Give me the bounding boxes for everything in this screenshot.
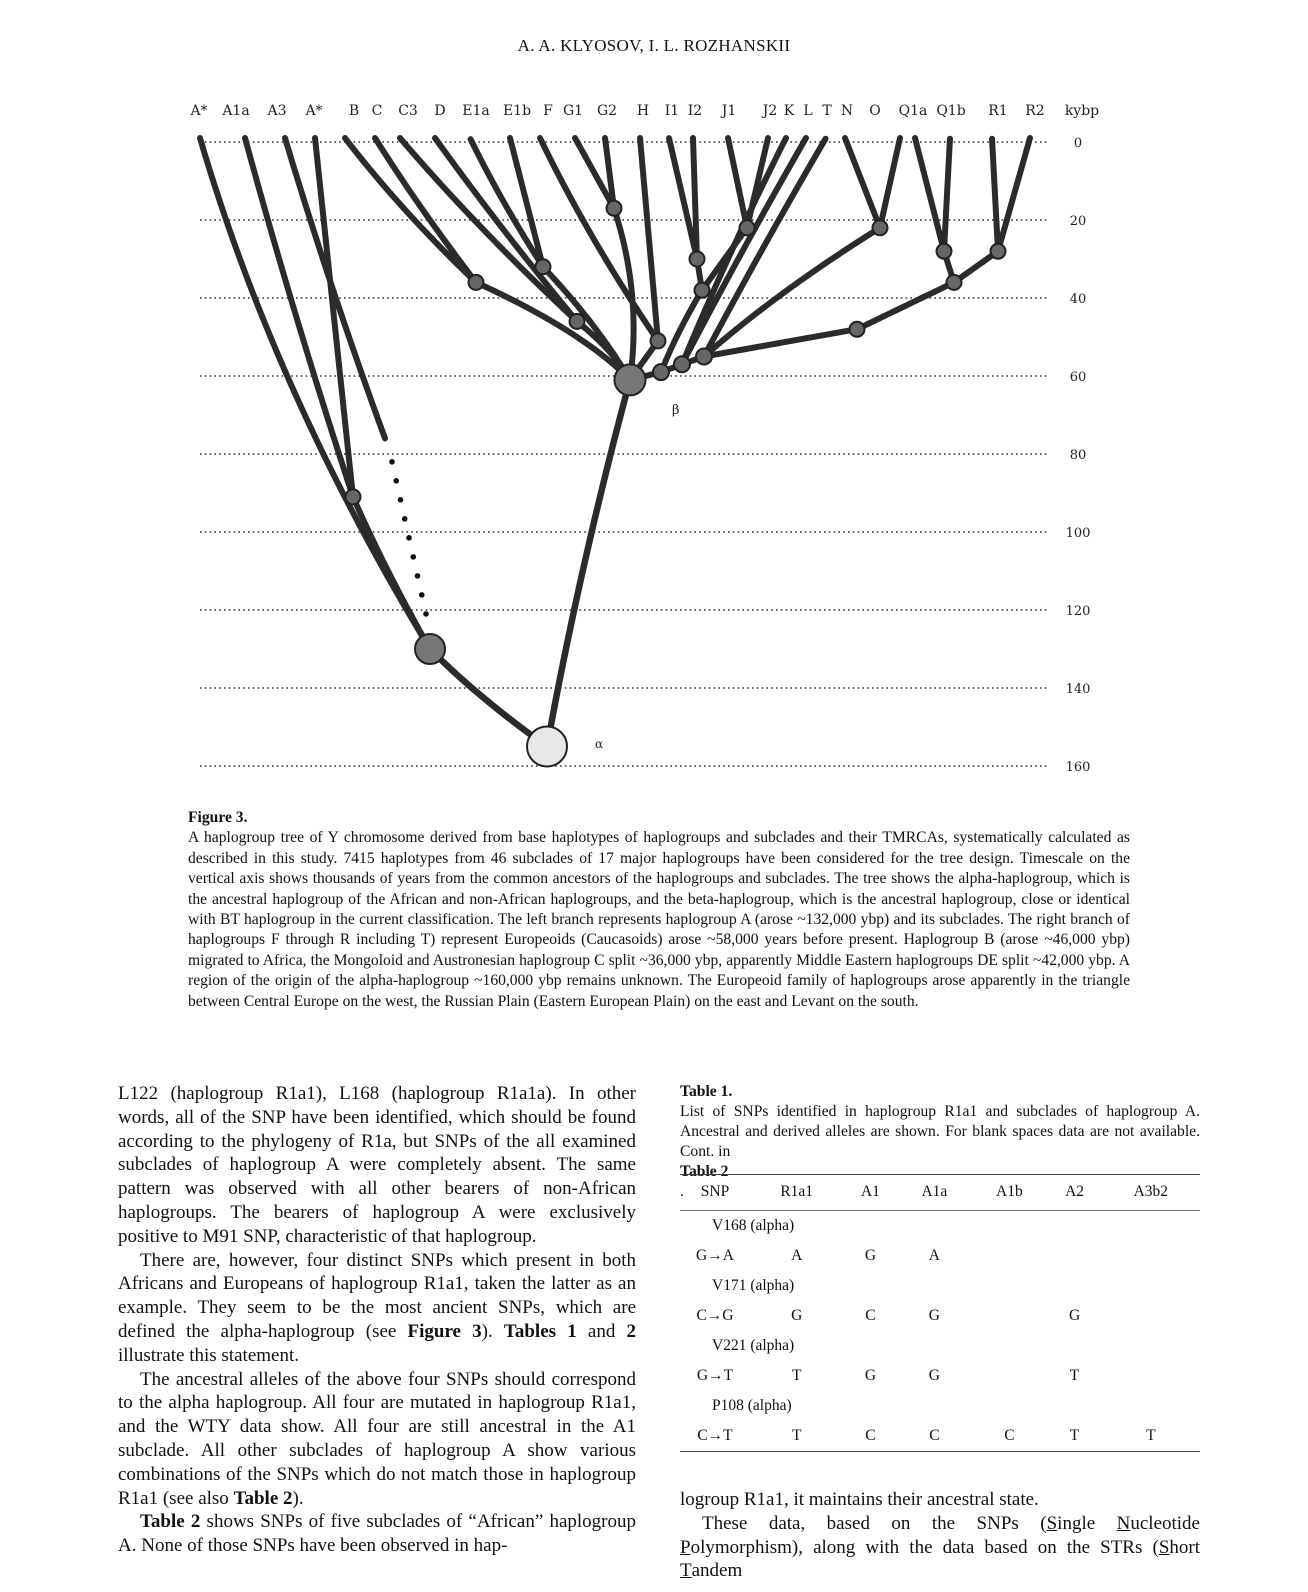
haplogroup-label: C3 xyxy=(398,103,418,119)
tree-branch xyxy=(992,138,998,251)
table-cell: C xyxy=(843,1421,897,1452)
axis-tick-label: 100 xyxy=(1065,526,1091,541)
haplogroup-label: R1 xyxy=(988,103,1008,119)
paragraph xyxy=(118,1510,636,1558)
tree-branch xyxy=(728,138,747,228)
haplogroup-label: E1b xyxy=(502,103,532,119)
dotted-connector-dot xyxy=(410,554,416,560)
paragraph: logroup R1a1, it maintains their ancestral state. xyxy=(680,1489,1039,1510)
column-header: A3b2 xyxy=(1102,1175,1200,1211)
table-cell: G xyxy=(928,1367,940,1384)
haplogroup-label: C xyxy=(371,103,383,119)
table-label: Table 1. xyxy=(680,1083,733,1100)
text-run: These data, based on the SNPs ( xyxy=(702,1512,1047,1534)
table-cell: C xyxy=(971,1421,1047,1452)
tree-node xyxy=(740,220,755,235)
dotted-connector-dot xyxy=(393,478,399,484)
table-ref: Table 2 xyxy=(140,1511,201,1533)
haplogroup-label: A1a xyxy=(222,103,250,119)
text-run: List of SNPs identified in haplogroup R1a1 and subclades of haplogroup A. Ancestral and derived alleles are shown. For blank spaces data are not available. Cont. in xyxy=(680,1103,1200,1160)
table-cell: G xyxy=(928,1307,940,1324)
haplogroup-tree-figure xyxy=(180,92,1140,792)
table-cell: C→G xyxy=(696,1307,734,1324)
haplogroup-label: A* xyxy=(190,103,208,119)
tree-branch xyxy=(845,138,880,228)
tree-branch xyxy=(547,380,630,747)
paragraph xyxy=(118,1249,636,1368)
tree-node xyxy=(850,322,865,337)
haplogroup-label: A3 xyxy=(267,103,287,119)
haplogroup-label: Q1b xyxy=(936,103,966,119)
tree-branch xyxy=(915,138,944,251)
table-row xyxy=(680,1301,1200,1331)
tree-node xyxy=(607,201,622,216)
haplogroup-label: B xyxy=(348,103,360,119)
haplogroup-a-node xyxy=(415,634,445,664)
dotted-connector-dot xyxy=(423,611,429,617)
table-cell: G→T xyxy=(696,1367,734,1384)
snp-group-row xyxy=(680,1271,1200,1301)
table-cell xyxy=(971,1241,1047,1271)
text-run: P xyxy=(680,1536,691,1558)
snp-name: V171 (alpha) xyxy=(712,1277,795,1294)
column-header: SNP xyxy=(680,1175,750,1211)
paragraph xyxy=(118,1368,636,1511)
column-header: A1a xyxy=(898,1175,972,1211)
tree-branch xyxy=(430,649,547,747)
table-cell: A xyxy=(791,1247,803,1264)
text-run: T xyxy=(680,1560,692,1582)
figure-ref: Figure 3 xyxy=(407,1320,482,1342)
haplogroup-label: G2 xyxy=(596,103,618,119)
tree-node xyxy=(991,244,1006,259)
table-cell: A xyxy=(928,1247,940,1264)
tree-branch xyxy=(704,138,826,357)
axis-tick-label: 0 xyxy=(1073,136,1083,151)
table-cell: G xyxy=(791,1307,803,1324)
dotted-connector-dot xyxy=(419,592,425,598)
figure-caption xyxy=(188,808,1130,1012)
table-cell xyxy=(1102,1241,1200,1271)
table-row xyxy=(680,1361,1200,1391)
paragraph xyxy=(680,1512,1200,1583)
tree-node xyxy=(570,314,585,329)
tree-node xyxy=(690,252,705,267)
table-ref: Table 2 xyxy=(233,1487,293,1509)
haplogroup-label: H xyxy=(636,103,650,119)
tree-node xyxy=(653,364,669,380)
tree-node xyxy=(695,283,710,298)
snp-name: V221 (alpha) xyxy=(712,1337,795,1354)
table-cell: C xyxy=(865,1307,876,1324)
table-cell xyxy=(971,1361,1047,1391)
snp-group-row xyxy=(680,1331,1200,1361)
column-header: A1b xyxy=(971,1175,1047,1211)
text-run: olymorphism), along with the data based on the STRs ( xyxy=(690,1536,1159,1558)
text-run: . xyxy=(680,1183,684,1200)
haplogroup-label: J1 xyxy=(721,103,737,119)
dotted-connector-dot xyxy=(415,573,421,579)
right-column xyxy=(680,1488,1200,1583)
haplogroup-label: Q1a xyxy=(898,103,928,119)
table-cell xyxy=(1102,1361,1200,1391)
tree-branch xyxy=(200,138,430,649)
tree-branch xyxy=(640,138,658,341)
table-cell: G xyxy=(864,1367,877,1384)
snp-group-row xyxy=(680,1211,1200,1242)
text-run: There are, however, four distinct SNPs which present in both Africans and Europeans of haplogroup R1a1, taken the latter as an example. They seem to be the most ancient SNPs, which are defined the alpha-haplogroup (see xyxy=(118,1249,636,1342)
beta-node-label: β xyxy=(672,403,680,418)
tree-branch xyxy=(285,138,385,438)
text-run: shows SNPs of five subclades of “African” haplogroup A. None of those SNPs have been observed in hap- xyxy=(118,1511,636,1557)
tree-node xyxy=(873,220,888,235)
text-run: The ancestral alleles of the above four SNPs should correspond to the alpha haplogroup. All four are mutated in haplogroup R1a1, and the WTY data show. All four are still ancestral in the A1 subclade. All other subclades of haplogroup A show various combinations of the SNPs which do not match those in haplogroup R1a1 (see also xyxy=(118,1368,636,1509)
table-cell: T xyxy=(1102,1421,1200,1452)
haplogroup-label: E1a xyxy=(462,103,490,119)
text-run: illustrate this statement. xyxy=(118,1344,299,1366)
haplogroup-label: F xyxy=(543,103,553,119)
table-row xyxy=(680,1421,1200,1452)
table-cell: C→T xyxy=(680,1421,750,1452)
beta-node xyxy=(615,364,646,395)
tree-branch xyxy=(998,138,1030,251)
axis-unit-label: kybp xyxy=(1064,103,1100,119)
table-cell: T xyxy=(1047,1421,1101,1452)
table-cell: G xyxy=(1068,1307,1081,1324)
haplogroup-label: R2 xyxy=(1025,103,1045,119)
text-run: S xyxy=(1046,1512,1058,1534)
tree-branch xyxy=(880,138,900,228)
table-ref: 2 xyxy=(626,1320,636,1342)
tree-node xyxy=(947,275,962,290)
haplogroup-label: T xyxy=(822,103,832,119)
text-run: ingle xyxy=(1057,1512,1117,1534)
haplogroup-label: N xyxy=(840,103,854,119)
column-header: R1a1 xyxy=(750,1175,843,1211)
tree-node xyxy=(696,349,712,365)
haplogroup-label: G1 xyxy=(562,103,584,119)
table-cell: T xyxy=(791,1367,802,1384)
table-row xyxy=(680,1241,1200,1271)
haplogroup-label: K xyxy=(783,103,795,119)
dotted-connector-dot xyxy=(402,516,408,522)
axis-tick-label: 40 xyxy=(1069,292,1087,307)
table-cell xyxy=(1102,1301,1200,1331)
tree-branch xyxy=(857,282,954,329)
snp-group-row xyxy=(680,1391,1200,1421)
paragraph: L122 (haplogroup R1a1), L168 (haplogroup R1a1a). In other words, all of the SNP have been identified, which should be found according to the phylogeny of R1a, but SNPs of the all examined subclades of haplogroup A were completely absent. The same pattern was observed with all other bearers of non-African haplogroups. The bearers of haplogroup A were exclusively positive to M91 SNP, characteristic of that haplogroup. xyxy=(118,1083,636,1247)
axis-tick-label: 60 xyxy=(1069,370,1087,385)
snp-name: V168 (alpha) xyxy=(712,1217,795,1234)
text-run: andem xyxy=(691,1560,743,1582)
tree-branch xyxy=(353,497,430,649)
axis-tick-label: 80 xyxy=(1069,448,1087,463)
figure-label: Figure 3. xyxy=(188,809,248,826)
tree-node xyxy=(536,259,551,274)
table-ref: Table 2 xyxy=(680,1163,729,1180)
text-run: S xyxy=(1158,1536,1170,1558)
tree-node xyxy=(674,356,690,372)
axis-tick-label: 120 xyxy=(1065,604,1091,619)
table-cell xyxy=(971,1301,1047,1331)
haplogroup-label: A* xyxy=(305,103,323,119)
snp-table xyxy=(680,1174,1200,1452)
haplogroup-label: L xyxy=(803,103,813,119)
table-cell: G xyxy=(864,1247,877,1264)
table-cell xyxy=(1047,1241,1101,1271)
running-header: A. A. KLYOSOV, I. L. ROZHANSKII xyxy=(517,36,791,55)
table-ref: Tables 1 xyxy=(503,1320,577,1342)
dotted-connector-dot xyxy=(406,535,412,541)
text-run: ). xyxy=(292,1487,304,1509)
axis-tick-label: 140 xyxy=(1065,682,1091,697)
alpha-node xyxy=(527,727,567,767)
haplogroup-label: O xyxy=(869,103,881,119)
left-column xyxy=(118,1082,636,1558)
tree-branch xyxy=(682,138,806,364)
tree-node xyxy=(937,244,952,259)
tree-node xyxy=(469,275,484,290)
axis-tick-label: 20 xyxy=(1069,214,1087,229)
dotted-connector-dot xyxy=(398,497,404,503)
text-run: ucleotide xyxy=(1130,1512,1200,1534)
dotted-connector-dot xyxy=(389,459,395,465)
axis-tick-label: 160 xyxy=(1065,760,1091,775)
haplogroup-label: J2 xyxy=(762,103,778,119)
text-run: N xyxy=(1116,1512,1131,1534)
table-header-row xyxy=(680,1175,1200,1211)
tree-node xyxy=(346,489,361,504)
haplogroup-label: I1 xyxy=(664,103,680,119)
tree-node xyxy=(651,333,666,348)
table-cell: G→A xyxy=(696,1247,734,1264)
haplogroup-label: D xyxy=(434,103,446,119)
column-header: A1 xyxy=(843,1175,897,1211)
tree-branch xyxy=(693,138,697,259)
text-run: hort xyxy=(1169,1536,1200,1558)
alpha-node-label: α xyxy=(595,737,604,751)
figure-caption-text: A haplogroup tree of Y chromosome derived from base haplotypes of haplogroups and subclades and their TMRCAs, systematically calculated as described in this study. 7415 haplotypes from 46 subclades of 17 major haplogroups have been considered for the tree design. Timescale on the vertical axis shows thousands of years from the common ancestors of the haplogroups and subclades. The tree shows the alpha-haplogroup, which is the ancestral haplogroup of the African and non-African haplogroups, and the beta-haplogroup, which is the ancestral haplogroup, close or identical with BT haplogroup in the current classification. The left branch represents haplogroup A (arose ~132,000 ybp) and its subclades. The right branch of haplogroups F through R including T) represent Europeoids (Caucasoids) arose ~58,000 years before present. Haplogroup B (arose ~46,000 ybp) migrated to Africa, the Mongoloid and Austronesian haplogroup C split ~36,000 ybp, apparently Middle Eastern haplogroups DE split ~42,000 ybp. A region of the origin of the alpha-haplogroup ~160,000 ybp remains unknown. The Europeoid family of haplogroups arose apparently in the triangle between Central Europe on the west, the Russian Plain (Eastern European Plain) on the east and Levant on the south. xyxy=(188,829,1130,1010)
snp-name: P108 (alpha) xyxy=(712,1397,792,1414)
table-cell: T xyxy=(750,1421,843,1452)
text-run: and xyxy=(576,1320,627,1342)
table-cell: T xyxy=(1069,1367,1080,1384)
haplogroup-label: I2 xyxy=(687,103,703,119)
text-run: ). xyxy=(481,1320,504,1342)
table-cell: C xyxy=(898,1421,972,1452)
tree-branch xyxy=(944,138,950,251)
column-header: A2 xyxy=(1047,1175,1101,1211)
